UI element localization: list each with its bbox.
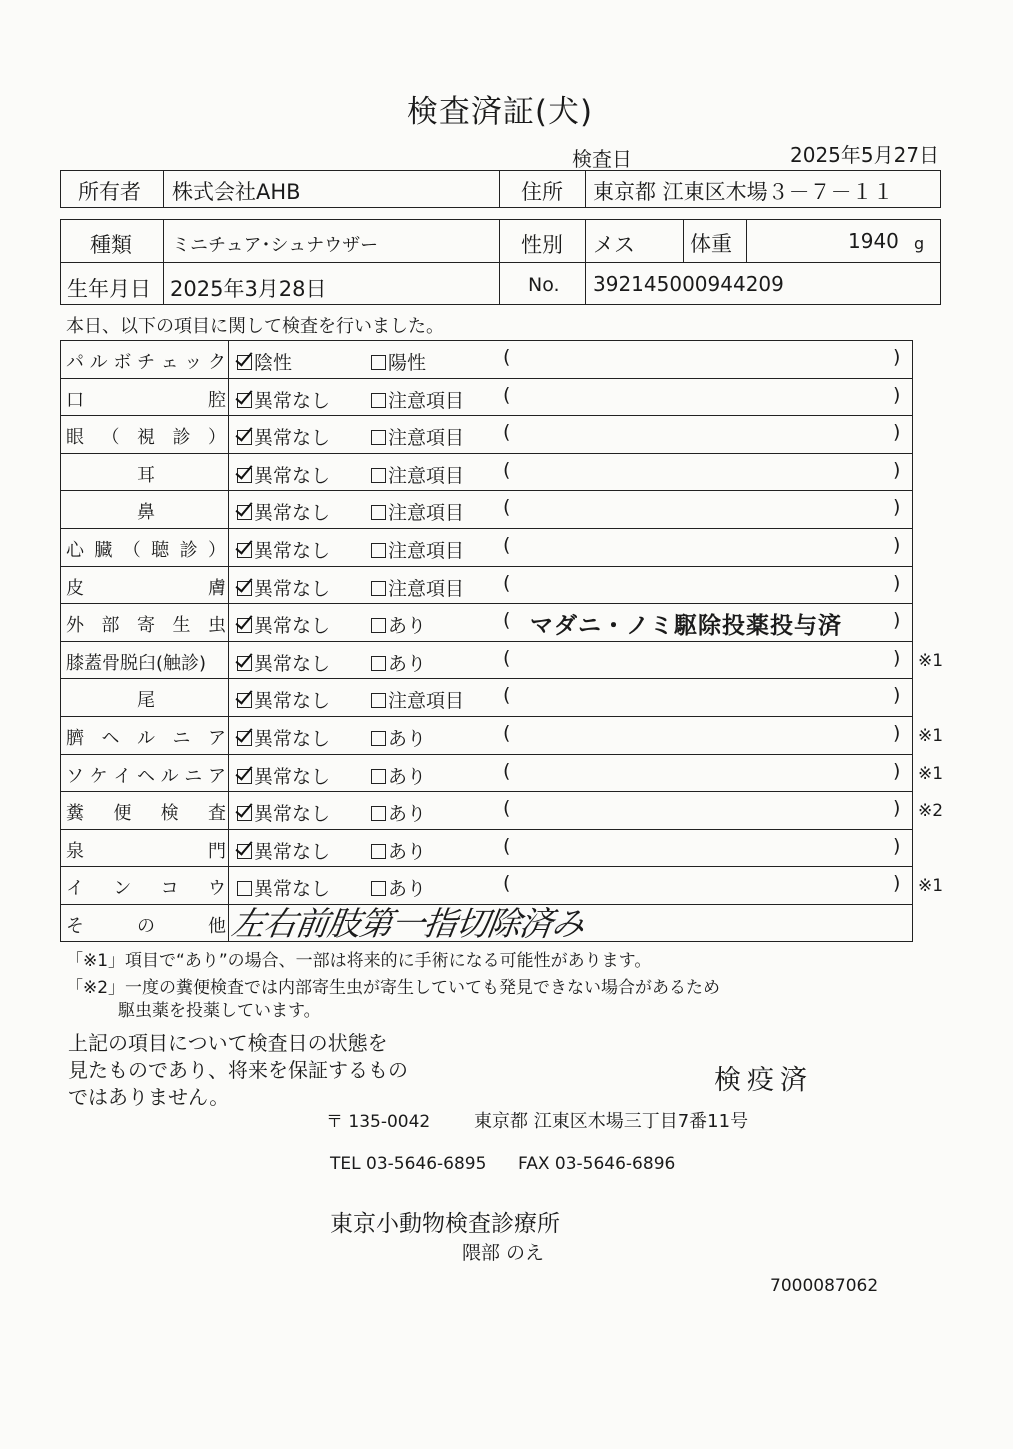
- option-ng-text: あり: [388, 652, 427, 675]
- open-paren: (: [503, 571, 511, 594]
- option-ng-text: 注意項目: [388, 427, 465, 450]
- empty-box-icon[interactable]: [371, 693, 386, 708]
- option-ng-text: あり: [388, 765, 427, 788]
- close-paren: ): [893, 383, 901, 406]
- open-paren: (: [503, 872, 511, 895]
- open-paren: (: [503, 458, 511, 481]
- option-ok[interactable]: [237, 461, 330, 488]
- option-ng[interactable]: [371, 762, 426, 789]
- page-title: 検査済証(犬): [406, 94, 594, 130]
- empty-box-icon[interactable]: [371, 618, 386, 633]
- empty-box-icon[interactable]: [371, 806, 386, 821]
- check-item-label: 臍 ヘ ル ニ ア: [66, 728, 226, 749]
- option-ng-text: 注意項目: [388, 540, 465, 562]
- close-paren: ): [893, 346, 901, 368]
- sex-label: 性別: [521, 233, 563, 257]
- address-label: 住所: [521, 180, 563, 204]
- empty-box-icon[interactable]: [371, 355, 386, 370]
- footnote-marker: ※1: [918, 726, 944, 746]
- option-ng[interactable]: [371, 386, 464, 413]
- option-ng[interactable]: [371, 799, 426, 826]
- clinic-address: 東京都 江東区木場三丁目7番11号: [474, 1111, 749, 1132]
- check-item-label: 鼻: [137, 502, 155, 524]
- option-ng[interactable]: [371, 574, 464, 601]
- close-paren: ): [893, 571, 901, 594]
- close-paren: ): [893, 646, 901, 669]
- option-ok-text: 異常なし: [254, 728, 331, 750]
- empty-box-icon[interactable]: [371, 656, 386, 671]
- empty-box-icon[interactable]: [237, 881, 252, 896]
- option-ng-text: 注意項目: [388, 464, 465, 487]
- check-item-label: 膝蓋骨脱臼(触診): [66, 652, 207, 674]
- quarantine-stamp: 検疫済: [714, 1065, 813, 1096]
- check-item-label: 糞 便 検 査: [66, 803, 226, 825]
- option-ok-text: 異常なし: [254, 652, 331, 675]
- option-ok-text: 異常なし: [254, 427, 331, 450]
- footnote-marker: ※1: [918, 876, 944, 897]
- empty-box-icon[interactable]: [371, 881, 386, 896]
- checked-box-icon[interactable]: [237, 656, 252, 671]
- empty-box-icon[interactable]: [371, 769, 386, 784]
- empty-box-icon[interactable]: [371, 731, 386, 746]
- close-paren: ): [893, 722, 901, 744]
- checked-box-icon[interactable]: [237, 543, 252, 558]
- check-item-label: 尾: [137, 690, 155, 712]
- option-ok[interactable]: [237, 724, 330, 751]
- close-paren: ): [893, 759, 901, 782]
- option-ok[interactable]: [237, 649, 330, 676]
- option-ok[interactable]: [237, 348, 292, 375]
- open-paren: (: [503, 534, 511, 556]
- document-code: 7000087062: [770, 1276, 879, 1296]
- intro-text: 本日、以下の項目に関して検査を行いました。: [66, 316, 444, 337]
- empty-box-icon[interactable]: [371, 468, 386, 483]
- checked-box-icon[interactable]: [237, 693, 252, 708]
- sex-value: メス: [593, 233, 635, 257]
- clinic-fax: FAX 03-5646-6896: [518, 1154, 676, 1174]
- option-ok-text: 異常なし: [254, 690, 331, 713]
- check-item-label: ソ ケ イ ヘ ル ニ ア: [66, 765, 226, 787]
- weight-label: 体重: [690, 232, 732, 256]
- option-ok[interactable]: [237, 574, 330, 601]
- empty-box-icon[interactable]: [371, 581, 386, 596]
- check-item-label: イ ン コ ウ: [66, 878, 226, 900]
- option-ok-text: 異常なし: [254, 577, 331, 600]
- open-paren: (: [503, 722, 511, 744]
- empty-box-icon[interactable]: [371, 543, 386, 558]
- option-ng-text: あり: [388, 803, 427, 826]
- option-ok-text: 異常なし: [254, 464, 331, 487]
- disclaimer-line-1: 上記の項目について検査日の状態を: [68, 1031, 388, 1055]
- weight-unit: g: [914, 234, 925, 253]
- footnote-2-line-2: 駆虫薬を投薬しています。: [118, 1001, 321, 1021]
- footnote-marker: ※1: [918, 650, 944, 671]
- option-ng[interactable]: [371, 686, 464, 713]
- checked-box-icon[interactable]: [237, 618, 252, 633]
- breed-value: ミニチュア･シュナウザー: [172, 235, 379, 256]
- open-paren: (: [503, 759, 511, 782]
- close-paren: ): [893, 496, 901, 519]
- close-paren: ): [893, 872, 901, 895]
- option-ng[interactable]: [371, 649, 426, 676]
- check-item-label: パ ル ボ チ ェ ッ ク: [66, 352, 226, 373]
- check-item-label: 耳: [137, 464, 155, 486]
- option-ng-text: 注意項目: [388, 389, 465, 412]
- close-paren: ): [893, 458, 901, 481]
- remark-text: マダニ・ノミ駆除投薬投与済: [530, 613, 842, 640]
- empty-box-icon[interactable]: [371, 430, 386, 445]
- option-ng[interactable]: [371, 536, 464, 563]
- option-ok-text: 異常なし: [254, 840, 331, 863]
- option-ok[interactable]: [237, 799, 330, 826]
- clinic-name: 東京小動物検査診療所: [330, 1211, 560, 1237]
- open-paren: (: [503, 421, 511, 444]
- check-item-label: 外 部 寄 生 虫: [66, 615, 226, 637]
- checked-box-icon[interactable]: [237, 430, 252, 445]
- option-ok-text: 陰性: [254, 352, 293, 374]
- option-ok[interactable]: [237, 762, 330, 789]
- other-label: そ の 他: [66, 916, 226, 937]
- open-paren: (: [503, 496, 511, 519]
- option-ok-text: 異常なし: [254, 878, 331, 901]
- option-ng-text: あり: [388, 878, 427, 901]
- option-ok[interactable]: [237, 837, 330, 864]
- option-ok-text: 異常なし: [254, 502, 331, 525]
- option-ok[interactable]: [237, 536, 330, 563]
- option-ng[interactable]: [371, 837, 426, 864]
- check-item-label: 皮 膚: [66, 577, 226, 599]
- postal-code: 〒 135-0042: [326, 1112, 431, 1132]
- option-ok-text: 異常なし: [254, 803, 331, 826]
- option-ok[interactable]: [237, 423, 330, 450]
- empty-box-icon[interactable]: [371, 505, 386, 520]
- empty-box-icon[interactable]: [371, 393, 386, 408]
- option-ok[interactable]: [237, 498, 330, 525]
- option-ng[interactable]: [371, 611, 426, 638]
- option-ng[interactable]: [371, 724, 426, 751]
- exam-date: 2025年5月27日: [790, 143, 940, 167]
- option-ng[interactable]: [371, 461, 464, 488]
- checked-box-icon[interactable]: [237, 581, 252, 596]
- footnote-1: 「※1」項目で“あり”の場合、一部は将来的に手術になる可能性があります。: [66, 951, 652, 971]
- disclaimer-line-3: ではありません。: [68, 1085, 230, 1109]
- open-paren: (: [503, 383, 511, 406]
- option-ng[interactable]: [371, 498, 464, 525]
- exam-date-label: 検査日: [572, 147, 632, 171]
- footnote-marker: ※1: [918, 763, 944, 784]
- checked-box-icon[interactable]: [237, 393, 252, 408]
- no-value: 392145000944209: [593, 272, 784, 296]
- disclaimer-line-2: 見たものであり、将来を保証するもの: [68, 1058, 408, 1082]
- option-ng-text: あり: [388, 728, 427, 750]
- option-ok-text: 異常なし: [254, 389, 331, 412]
- option-ok[interactable]: [237, 686, 330, 713]
- checked-box-icon[interactable]: [237, 468, 252, 483]
- empty-box-icon[interactable]: [371, 844, 386, 859]
- checked-box-icon[interactable]: [237, 731, 252, 746]
- checked-box-icon[interactable]: [237, 505, 252, 520]
- checked-box-icon[interactable]: [237, 806, 252, 821]
- close-paren: ): [893, 609, 901, 632]
- option-ng-text: 注意項目: [388, 577, 465, 600]
- checked-box-icon[interactable]: [237, 769, 252, 784]
- weight-value: 1940: [848, 229, 899, 253]
- option-ng[interactable]: [371, 348, 426, 375]
- open-paren: (: [503, 797, 511, 820]
- owner-label: 所有者: [78, 180, 141, 204]
- vet-name: 隈部 のえ: [462, 1242, 545, 1264]
- check-item-label: 泉 門: [66, 840, 226, 862]
- check-item-label: 口 腔: [66, 389, 226, 411]
- option-ok-text: 異常なし: [254, 765, 331, 788]
- checked-box-icon[interactable]: [237, 355, 252, 370]
- clinic-tel: TEL 03-5646-6895: [330, 1154, 487, 1174]
- option-ng-text: 陽性: [388, 352, 427, 374]
- close-paren: ): [893, 834, 901, 857]
- check-item-label: 眼 （ 視 診 ）: [66, 427, 226, 449]
- footnote-2-line-1: 「※2」一度の糞便検査では内部寄生虫が寄生していても発見できない場合があるため: [66, 978, 721, 998]
- close-paren: ): [893, 684, 901, 707]
- close-paren: ): [893, 421, 901, 444]
- option-ok-text: 異常なし: [254, 540, 331, 562]
- option-ng-text: 注意項目: [388, 502, 465, 525]
- option-ng-text: あり: [388, 615, 427, 638]
- option-ng[interactable]: [371, 423, 464, 450]
- no-label: No.: [528, 274, 560, 296]
- address-value: 東京都 江東区木場３－７－１１: [593, 180, 894, 204]
- option-ng-text: 注意項目: [388, 690, 465, 713]
- open-paren: (: [503, 834, 511, 857]
- dob-label: 生年月日: [67, 277, 151, 301]
- close-paren: ): [893, 797, 901, 820]
- option-ng-text: あり: [388, 840, 427, 863]
- open-paren: (: [503, 346, 511, 368]
- check-item-label: 心 臓 （ 聴 診 ）: [66, 540, 226, 561]
- close-paren: ): [893, 534, 901, 556]
- open-paren: (: [503, 609, 511, 632]
- option-ok-text: 異常なし: [254, 615, 331, 638]
- footnote-marker: ※2: [918, 801, 944, 822]
- other-value: 左右前肢第一指切除済み: [228, 904, 587, 943]
- owner-value: 株式会社AHB: [172, 180, 301, 204]
- open-paren: (: [503, 684, 511, 707]
- breed-label: 種類: [90, 233, 132, 257]
- option-ok[interactable]: [237, 611, 330, 638]
- dob-value: 2025年3月28日: [170, 277, 327, 301]
- option-ok[interactable]: [237, 386, 330, 413]
- checked-box-icon[interactable]: [237, 844, 252, 859]
- open-paren: (: [503, 646, 511, 669]
